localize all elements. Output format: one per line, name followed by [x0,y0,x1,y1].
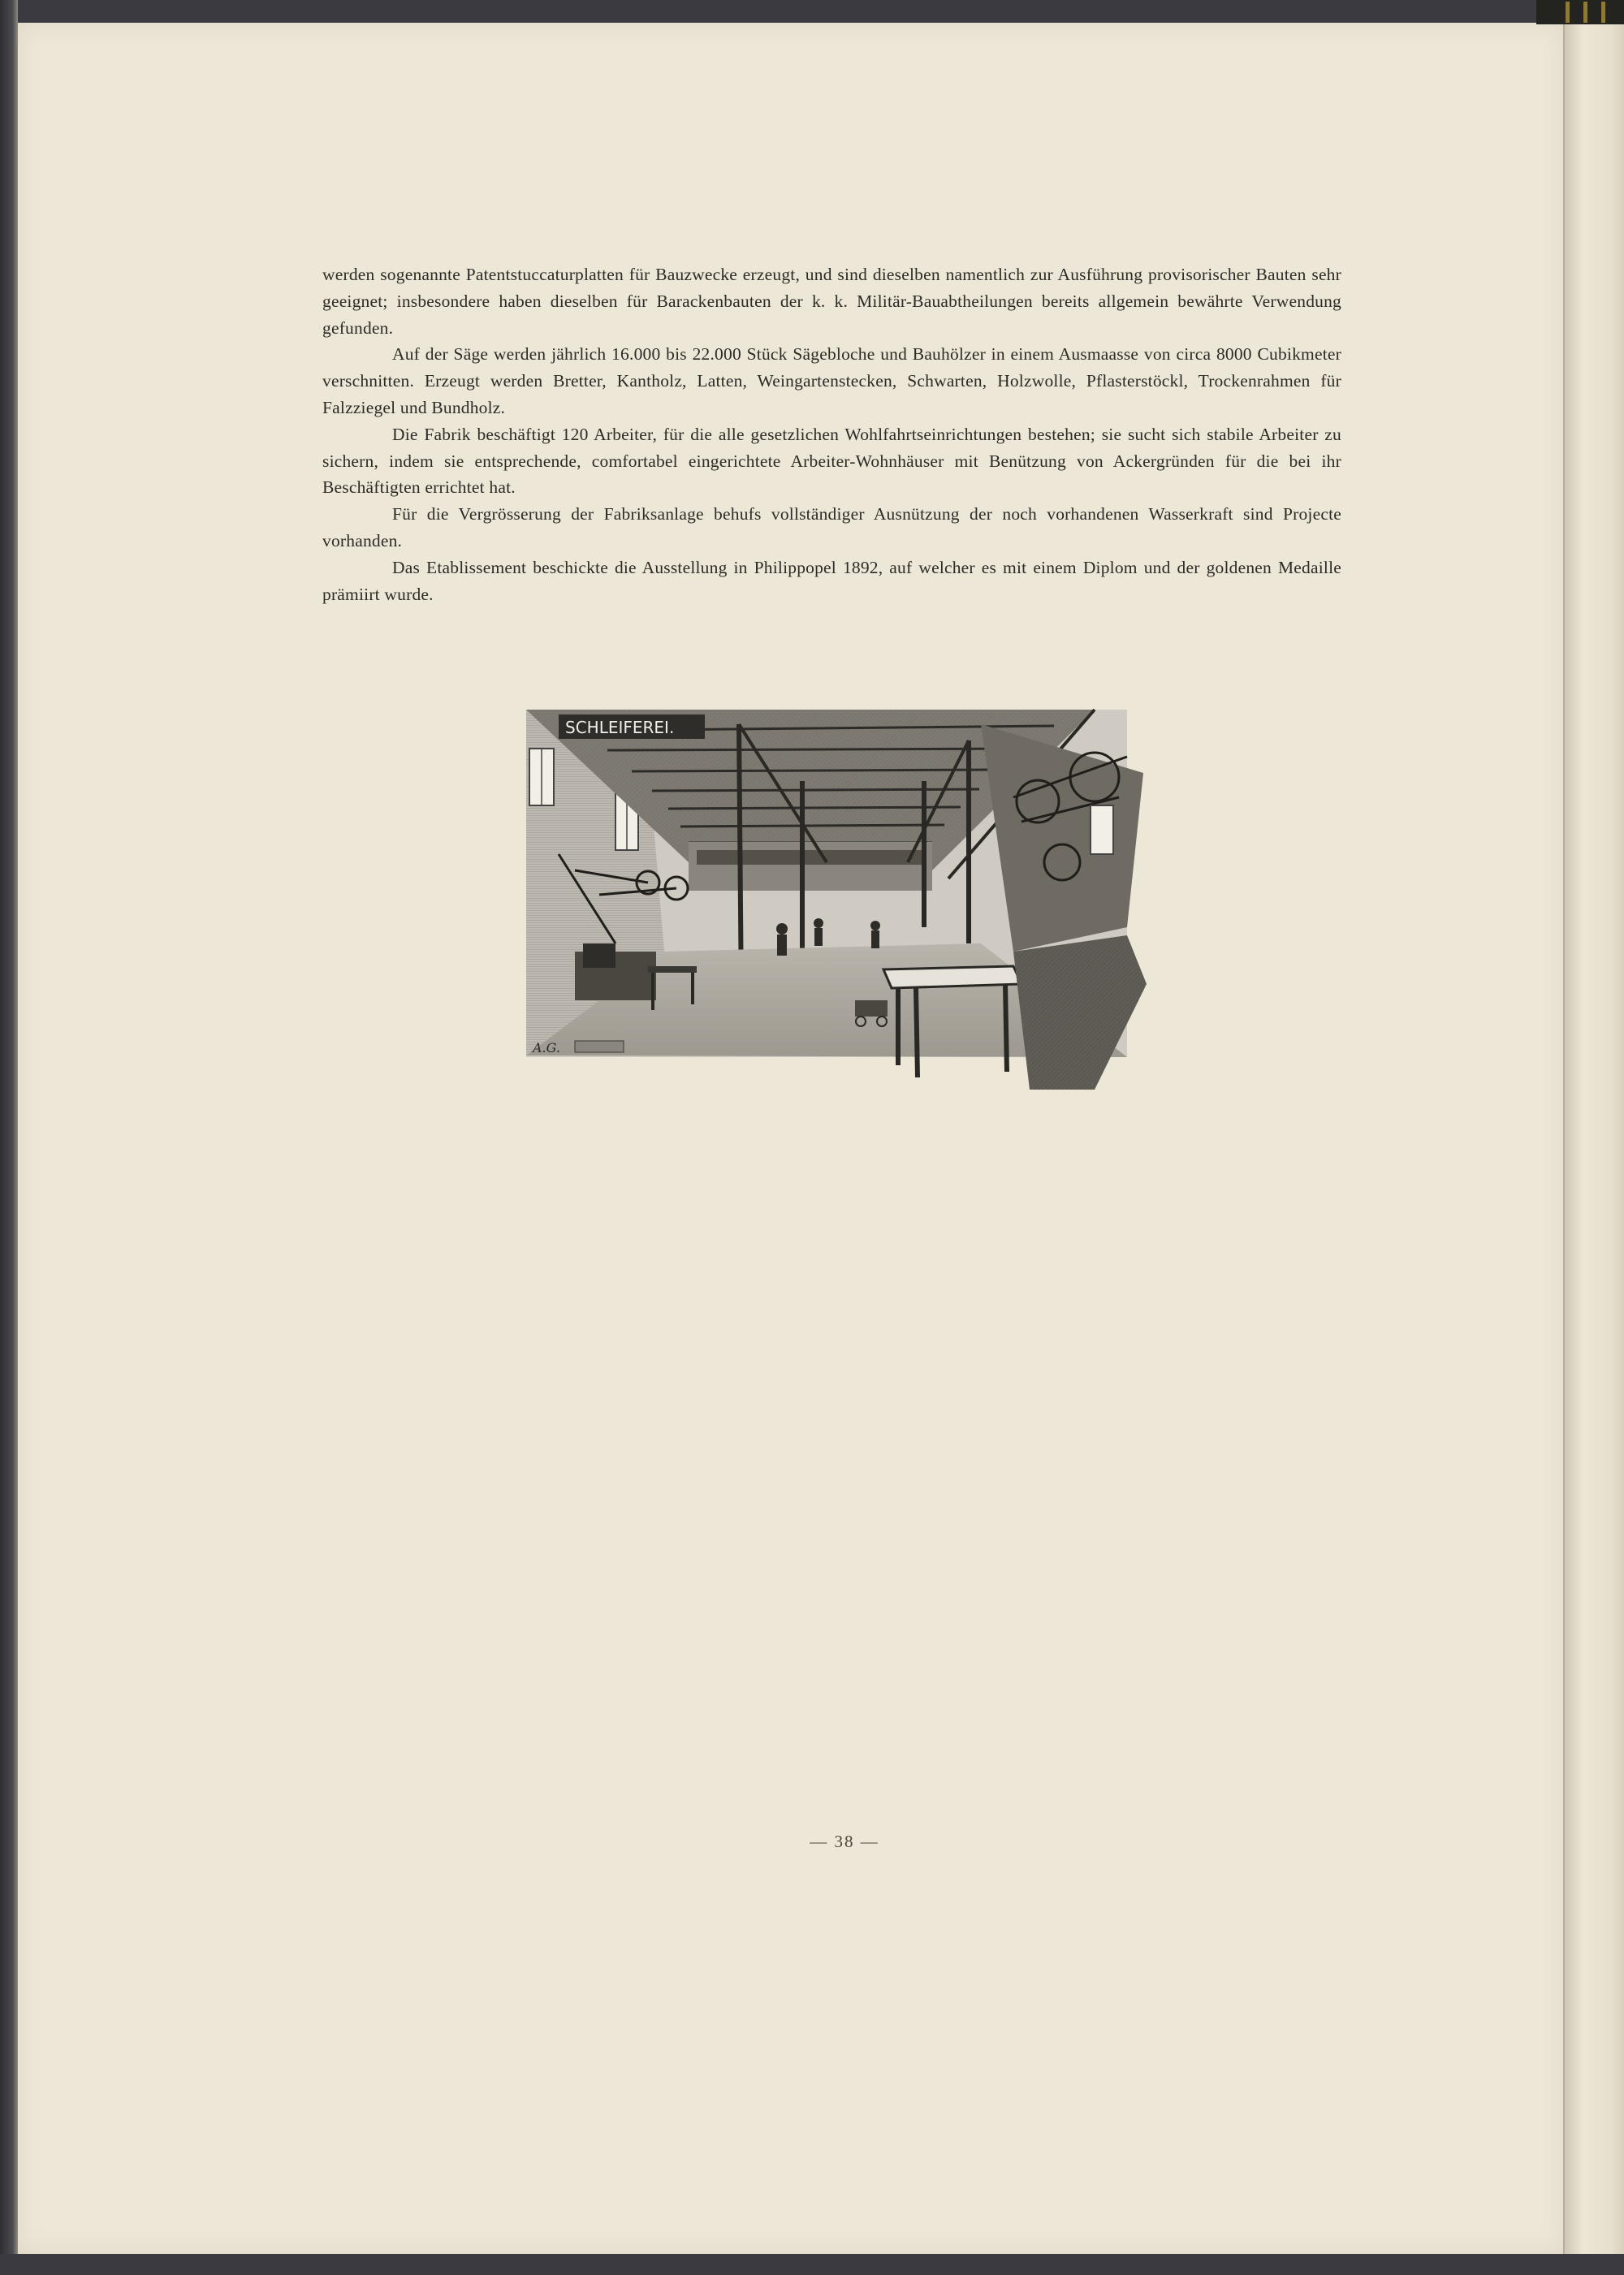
factory-illustration [526,708,1147,1090]
illustration-signature: A.G. [533,1040,560,1055]
paragraph-expansion: Für die Vergrösserung der Fabriksanlage behufs vollständiger Ausnützung der noch vorhandenen Wasserkraft sind Projecte vorhanden. [322,504,1341,550]
paragraph-continued: werden sogenannte Patentstuccaturplatten für Bauzwecke erzeugt, und sind dieselben namentlich zur Ausführung provisorischer Bauten sehr geeignet; insbesondere haben dieselben für Barackenbauten der k. k. Militär-Bauabtheilungen bereits allgemein bewährte Verwendung gefunden. [322,265,1341,338]
scan-top-border [0,0,1624,23]
paragraph-saw-mill: Auf der Säge werden jährlich 16.000 bis 22.000 Stück Sägebloche und Bauhölzer in einem Ausmaasse von circa 8000 Cubikmeter verschnitten. Erzeugt werden Bretter, Kantholz, Latten, Weingartenstecken, Schwarten, Holzwolle, Pflasterstöckl, Trockenrahmen für Falzziegel und Bundholz. [322,344,1341,417]
paragraph-workers: Die Fabrik beschäftigt 120 Arbeiter, für die alle gesetzlichen Wohlfahrtseinrichtungen bestehen; sie sucht sich stabile Arbeiter zu sichern, indem sie entsprechende, comfortabel eingerichtete Arbeiter-Wohnhäuser mit Benützung von Ackergründen für die bei ihr Beschäftigten errichtet hat. [322,424,1341,498]
scan-left-edge [0,0,18,2275]
illustration-sign-text: SCHLEIFEREI. [565,718,675,737]
next-page-edge [1565,19,1624,2257]
page-number: — 38 — [810,1832,879,1851]
paragraph-exhibition: Das Etablissement beschickte die Ausstellung in Philippopel 1892, auf welcher es mit einem Diplom und der goldenen Medaille prämiirt wurde. [322,557,1341,604]
scan-bottom-border [0,2254,1624,2275]
book-spine-corner [1536,0,1624,24]
body-text [322,261,1341,607]
